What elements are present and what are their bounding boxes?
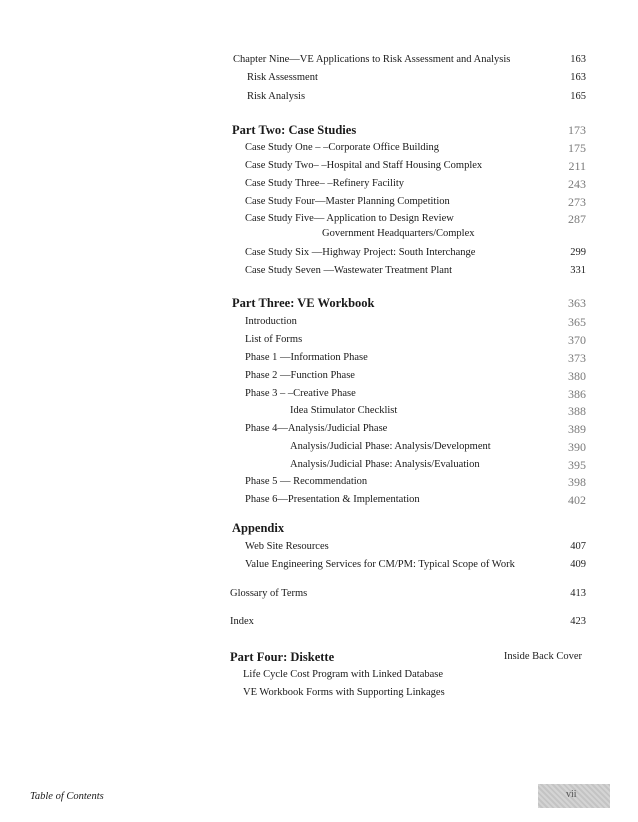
toc-entry-index xyxy=(0,613,638,631)
toc-part-page: Inside Back Cover xyxy=(503,651,582,662)
toc-entry-title: Index xyxy=(230,616,254,627)
toc-entry-chapter-nine xyxy=(0,51,638,69)
toc-entry-glossary xyxy=(0,585,638,603)
toc-entry-title: VE Workbook Forms with Supporting Linkages xyxy=(243,687,445,698)
toc-entry-title: Phase 2 —Function Phase xyxy=(245,370,355,381)
toc-entry-title: Phase 6—Presentation & Implementation xyxy=(245,494,420,505)
toc-entry-page: 390 xyxy=(568,440,586,454)
page-number-tab xyxy=(538,784,610,808)
toc-entry-title: Case Study Six —Highway Project: South Interchange xyxy=(245,247,476,258)
toc-entry-title: Case Study Two– –Hospital and Staff Housing Complex xyxy=(245,160,483,171)
toc-entry-title: Phase 1 —Information Phase xyxy=(245,352,368,363)
toc-entry-title: Risk Assessment xyxy=(247,72,318,83)
toc-entry-title: Case Study Four—Master Planning Competition xyxy=(245,196,450,207)
toc-entry-page: 299 xyxy=(570,247,586,258)
toc-entry-page: 388 xyxy=(568,404,586,418)
toc-entry-page: 380 xyxy=(568,369,586,383)
toc-entry-page: 413 xyxy=(570,588,586,599)
toc-entry-title: Analysis/Judicial Phase: Analysis/Evaluation xyxy=(290,459,480,470)
toc-entry-risk-analysis xyxy=(0,88,638,106)
toc-entry-page: 423 xyxy=(570,616,586,627)
toc-entry-case-study-two xyxy=(0,157,638,175)
toc-entry-phase-4 xyxy=(0,420,638,438)
toc-entry-page: 331 xyxy=(570,265,586,276)
toc-part-page: 173 xyxy=(568,123,586,137)
footer-section-label: Table of Contents xyxy=(30,791,104,802)
toc-entry-list-of-forms xyxy=(0,331,638,349)
toc-entry-title: Case Study Five— Application to Design Review xyxy=(245,213,454,224)
toc-entry-case-study-three xyxy=(0,175,638,193)
toc-entry-title: Idea Stimulator Checklist xyxy=(290,405,398,416)
toc-entry-title: Life Cycle Cost Program with Linked Database xyxy=(243,669,444,680)
toc-entry-phase-6 xyxy=(0,491,638,509)
toc-entry-page: 398 xyxy=(568,475,586,489)
toc-entry-analysis-evaluation xyxy=(0,456,638,474)
toc-entry-page: 163 xyxy=(570,54,586,65)
toc-entry-title: Case Study One – –Corporate Office Building xyxy=(245,142,440,153)
toc-part-title: Part Two: Case Studies xyxy=(232,123,357,137)
toc-entry-page: 211 xyxy=(568,159,586,173)
toc-entry-analysis-development xyxy=(0,438,638,456)
toc-entry-phase-1 xyxy=(0,349,638,367)
toc-entry-page: 370 xyxy=(568,333,586,347)
toc-entry-ve-workbook-forms xyxy=(0,684,638,702)
toc-entry-page: 395 xyxy=(568,458,586,472)
toc-entry-page: 287 xyxy=(568,212,586,226)
toc-entry-page: 163 xyxy=(570,72,586,83)
toc-part-four xyxy=(0,648,638,666)
toc-part-page: 363 xyxy=(568,296,586,310)
toc-entry-title: Case Study Three– –Refinery Facility xyxy=(245,178,405,189)
toc-entry-title: Case Study Seven —Wastewater Treatment Plant xyxy=(245,265,453,276)
toc-entry-introduction xyxy=(0,313,638,331)
toc-entry-page: 407 xyxy=(570,541,586,552)
toc-entry-page: 365 xyxy=(568,315,586,329)
toc-entry-title: Phase 4—Analysis/Judicial Phase xyxy=(245,423,388,434)
toc-entry-case-study-four xyxy=(0,193,638,211)
toc-entry-page: 175 xyxy=(568,141,586,155)
toc-entry-risk-assessment xyxy=(0,69,638,87)
toc-entry-title: List of Forms xyxy=(245,334,303,345)
toc-entry-title: Web Site Resources xyxy=(245,541,329,552)
toc-entry-phase-5 xyxy=(0,473,638,491)
toc-part-two xyxy=(0,121,638,139)
toc-entry-title: Phase 3 – –Creative Phase xyxy=(245,388,356,399)
page-number: vii xyxy=(566,789,577,800)
toc-entry-phase-3 xyxy=(0,385,638,403)
toc-entry-title: Analysis/Judicial Phase: Analysis/Development xyxy=(290,441,491,452)
toc-entry-page: 273 xyxy=(568,195,586,209)
toc-entry-life-cycle-cost xyxy=(0,666,638,684)
toc-entry-idea-stimulator xyxy=(0,402,638,420)
toc-entry-case-study-five xyxy=(0,210,638,228)
toc-entry-case-study-seven xyxy=(0,262,638,280)
toc-entry-case-study-six xyxy=(0,244,638,262)
toc-appendix xyxy=(0,519,638,537)
toc-part-title: Part Four: Diskette xyxy=(230,650,335,664)
toc-entry-page: 165 xyxy=(570,91,586,102)
toc-entry-title: Risk Analysis xyxy=(247,91,306,102)
toc-entry-title: Introduction xyxy=(245,316,297,327)
toc-part-title: Part Three: VE Workbook xyxy=(232,296,375,310)
toc-part-three xyxy=(0,294,638,312)
toc-entry-page: 386 xyxy=(568,387,586,401)
toc-entry-case-study-one xyxy=(0,139,638,157)
toc-entry-web-site-resources xyxy=(0,538,638,556)
toc-entry-title: Glossary of Terms xyxy=(230,588,308,599)
toc-entry-page: 243 xyxy=(568,177,586,191)
toc-entry-page: 409 xyxy=(570,559,586,570)
toc-entry-case-study-five-continued: Government Headquarters/Complex xyxy=(322,228,475,239)
toc-entry-page: 389 xyxy=(568,422,586,436)
toc-entry-page: 373 xyxy=(568,351,586,365)
toc-entry-title: Phase 5 — Recommendation xyxy=(245,476,368,487)
toc-part-title: Appendix xyxy=(232,521,285,535)
toc-entry-page: 402 xyxy=(568,493,586,507)
toc-entry-phase-2 xyxy=(0,367,638,385)
toc-entry-ve-services xyxy=(0,556,638,574)
toc-entry-title: Chapter Nine—VE Applications to Risk Assessment and Analysis xyxy=(233,54,511,65)
toc-entry-title: Value Engineering Services for CM/PM: Typical Scope of Work xyxy=(245,559,515,570)
